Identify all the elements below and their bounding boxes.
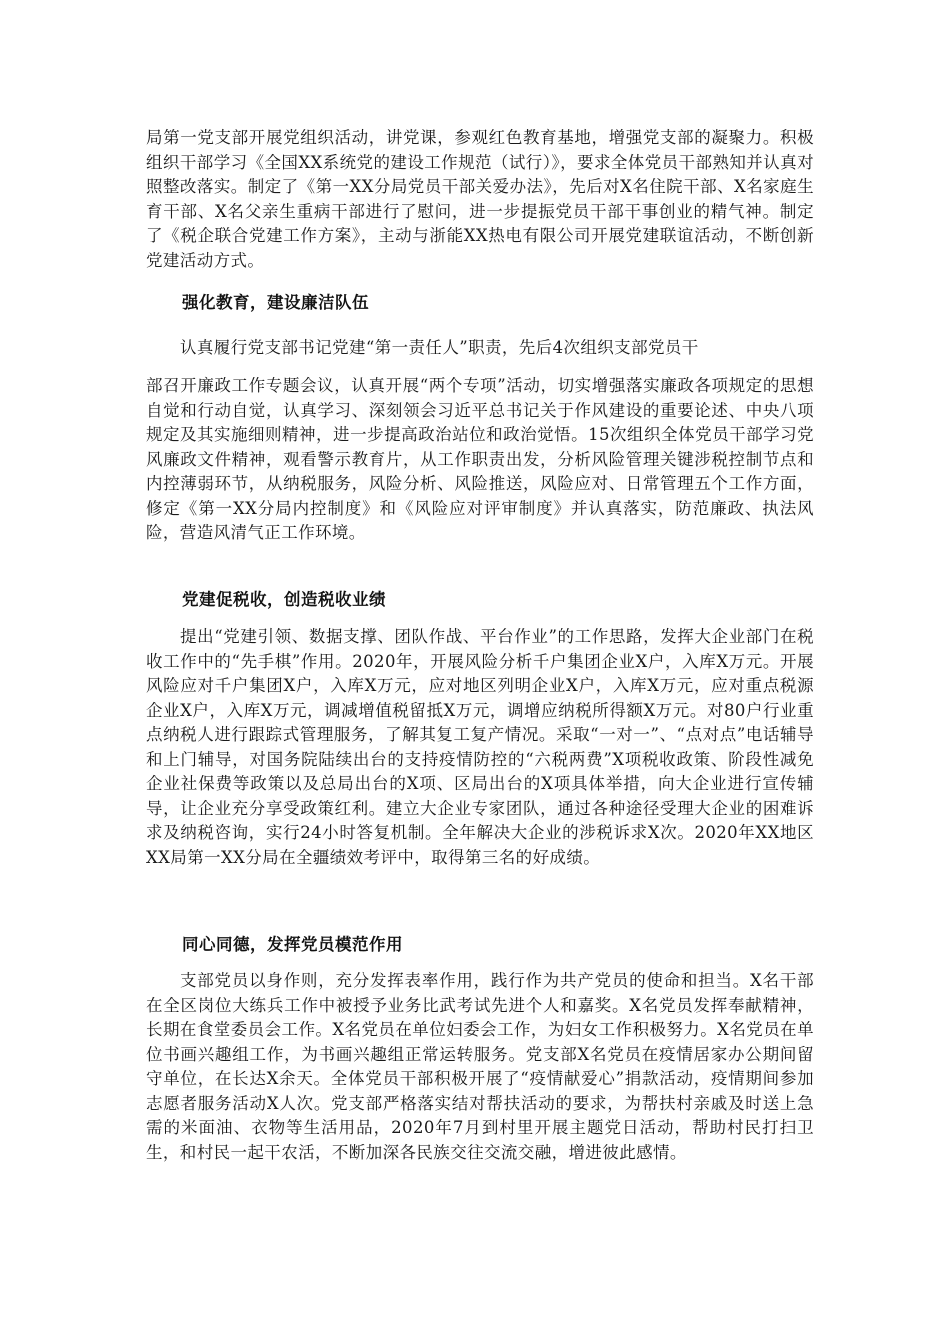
- paragraph-party-activities: 局第一党支部开展党组织活动，讲党课，参观红色教育基地，增强党支部的凝聚力。积极组织干部学习《全国XX系统党的建设工作规范（试行）》，要求全体党员干部熟知并认真对照整改落实。制定了《第一XX分局党员干部关爱办法》，先后对X名住院干部、X名家庭生育干部、X名父亲生重病干部进行了慰问，进一步提振党员干部干事创业的精气神。制定了《税企联合党建工作方案》，主动与浙能XX热电有限公司开展党建联谊活动，不断创新党建活动方式。: [146, 128, 814, 270]
- paragraph-education-body: 部召开廉政工作专题会议，认真开展“两个专项”活动，切实增强落实廉政各项规定的思想自觉和行动自觉，认真学习、深刻领会习近平总书记关于作风建设的重要论述、中央八项规定及其实施细则精神，进一步提高政治站位和政治觉悟。15次组织全体党员干部学习党风廉政文件精神，观看警示教育片，从工作职责出发，分析风险管理关键涉税控制节点和内控薄弱环节，从纳税服务，风险分析、风险推送，风险应对、日常管理五个工作方面，修定《第一XX分局内控制度》和《风险应对评审制度》并认真落实，防范廉政、执法风险，营造风清气正工作环境。: [146, 376, 814, 542]
- paragraph-party-members: 支部党员以身作则，充分发挥表率作用，践行作为共产党员的使命和担当。X名干部在全区岗位大练兵工作中被授予业务比武考试先进个人和嘉奖。X名党员发挥奉献精神，长期在食堂委员会工作。X名党员在单位妇委会工作，为妇女工作积极努力。X名党员在单位书画兴趣组工作，为书画兴趣组正常运转服务。党支部X名党员在疫情居家办公期间留守单位，在长达X余天。全体党员干部积极开展了“疫情献爱心”捐款活动，疫情期间参加志愿者服务活动X人次。党支部严格落实结对帮扶活动的要求，为帮扶村亲戚及时送上急需的米面油、衣物等生活用品，2020年7月到村里开展主题党日活动，帮助村民打扫卫生，和村民一起干农活，不断加深各民族交往交流交融，增进彼此感情。: [146, 971, 814, 1162]
- section-heading-party-members: 同心同德，发挥党员模范作用: [182, 935, 403, 954]
- paragraph-education-first-line: 认真履行党支部书记党建“第一责任人”职责，先后4次组织支部党员干: [180, 338, 699, 357]
- section-heading-education: 强化教育，建设廉洁队伍: [182, 293, 369, 312]
- paragraph-tax-performance: 提出“党建引领、数据支撑、团队作战、平台作业”的工作思路，发挥大企业部门在税收工作中的“先手棋”作用。2020年，开展风险分析千户集团企业X户，入库X万元。开展风险应对千户集团X户，入库X万元，应对地区列明企业X户，入库X万元，应对重点税源企业X户，入库X万元，调减增值税留抵X万元，调增应纳税所得额X万元。对80户行业重点纳税人进行跟踪式管理服务，了解其复工复产情况。采取“一对一”、“点对点”电话辅导和上门辅导，对国务院陆续出台的支持疫情防控的“六税两费”X项税收政策、阶段性减免企业社保费等政策以及总局出台的X项、区局出台的X项具体举措，向大企业进行宣传辅导，让企业充分享受政策红利。建立大企业专家团队，通过各种途径受理大企业的困难诉求及纳税咨询，实行24小时答复机制。全年解决大企业的涉税诉求X次。2020年XX地区XX局第一XX分局在全疆绩效考评中，取得第三名的好成绩。: [146, 627, 814, 867]
- section-heading-tax-performance: 党建促税收，创造税收业绩: [182, 590, 386, 609]
